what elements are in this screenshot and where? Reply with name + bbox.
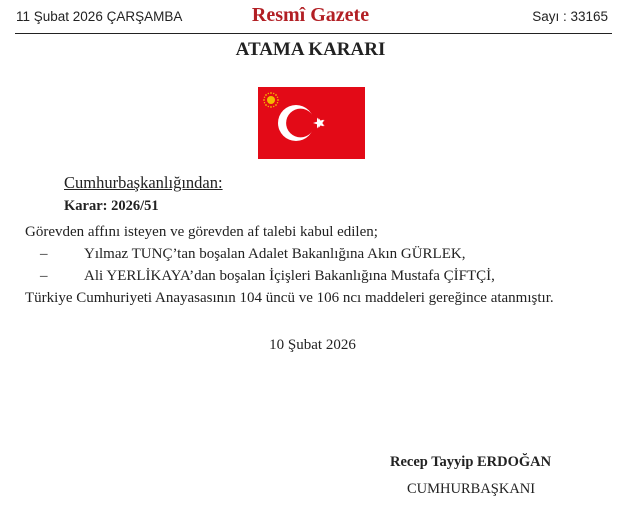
dash-bullet: – (40, 246, 48, 262)
signer-title: CUMHURBAŞKANI (407, 481, 536, 497)
issue-number: Sayı : 33165 (532, 9, 608, 24)
decision-date-row (0, 337, 621, 354)
list-item-text: Ali YERLİKAYA’dan boşalan İçişleri Bakanlığına Mustafa ÇİFTÇİ, (84, 268, 495, 284)
header-date: 11 Şubat 2026 ÇARŞAMBA (16, 9, 183, 24)
issuing-authority: Cumhurbaşkanlığından: (64, 173, 223, 192)
signer-name: Recep Tayyip ERDOĞAN (390, 454, 552, 470)
decision-date: 10 Şubat 2026 (269, 337, 356, 353)
list-item (40, 246, 465, 263)
list-item-text: Yılmaz TUNÇ’tan boşalan Adalet Bakanlığına Akın GÜRLEK, (84, 246, 466, 262)
list-item (40, 268, 495, 285)
dash-bullet: – (40, 268, 48, 284)
presidential-flag-icon (258, 87, 365, 159)
intro-paragraph: Görevden affını isteyen ve görevden af talebi kabul edilen; (25, 224, 378, 240)
closing-paragraph: Türkiye Cumhuriyeti Anayasasının 104 üncü ve 106 ncı maddeleri gereğince atanmıştır. (25, 290, 554, 306)
decision-number: Karar: 2026/51 (64, 198, 159, 214)
gazette-title: Resmî Gazete (251, 4, 370, 26)
document-title: ATAMA KARARI (235, 39, 386, 60)
header-divider (15, 33, 612, 34)
